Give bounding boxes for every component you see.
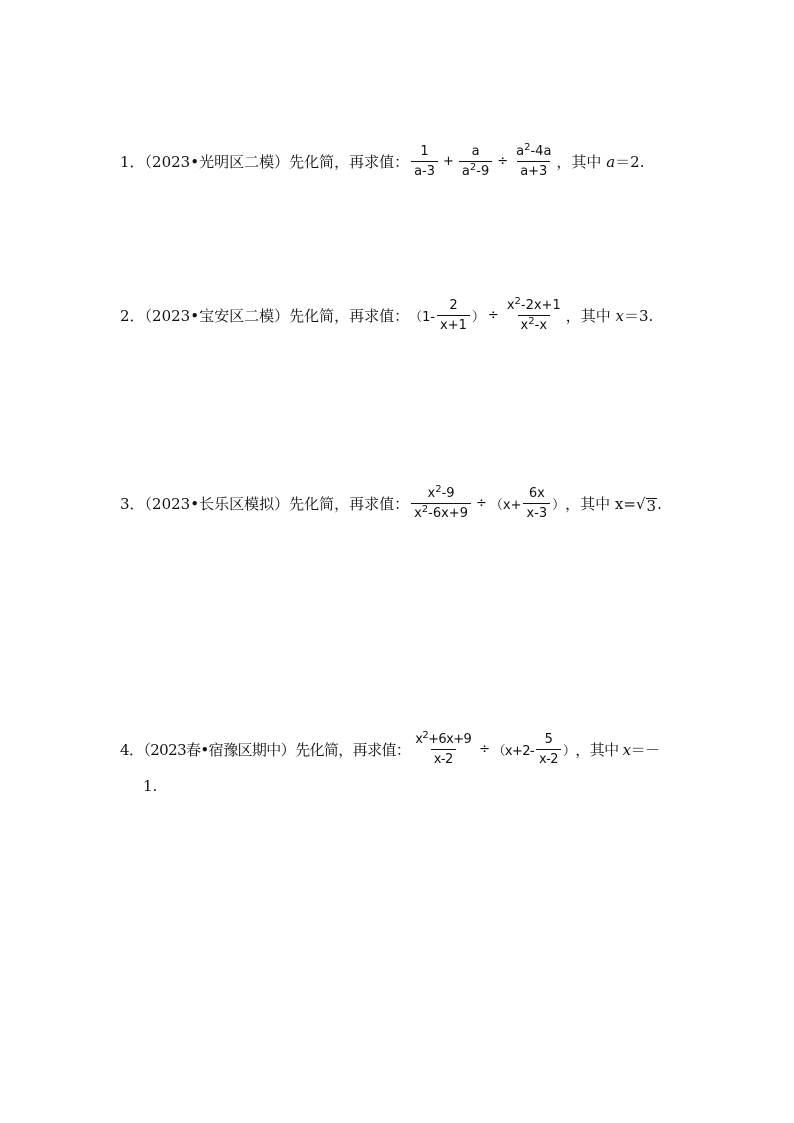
open-paren: （x+2-: [492, 744, 535, 759]
problem-1: [120, 144, 644, 179]
open-paren: （x+: [489, 498, 522, 513]
problem-4-suffix: ，其中 x＝－: [575, 741, 660, 759]
problem-2-prefix: 2．（2023•宝安区二模）先化简，再求值：: [120, 307, 410, 325]
problem-1-suffix: ，其中 a＝2.: [556, 153, 645, 171]
problem-4-prefix: 4．（2023春•宿豫区期中）先化简，再求值：: [120, 741, 411, 759]
close-paren: ）: [471, 310, 485, 325]
plus-sign: +: [443, 154, 454, 169]
close-paren: ）: [562, 744, 576, 759]
problem-2: [120, 298, 653, 333]
problem-2-suffix: ，其中 x＝3.: [565, 307, 654, 325]
fraction: $\frac{2}{x+1}$: [437, 298, 470, 333]
divide-sign: ÷: [497, 154, 509, 169]
fraction: $\frac{6x}{x-3}$: [523, 486, 550, 521]
problem-4-continuation: 1.: [143, 777, 158, 795]
problem-2-expression: [409, 298, 566, 333]
fraction: $\frac{x^2+6x+9}{x-2}$: [415, 730, 472, 767]
problem-3-prefix: 3．（2023•长乐区模拟）先化简，再求值：: [120, 495, 410, 513]
problem-1-prefix: 1．（2023•光明区二模）先化简，再求值：: [120, 153, 410, 171]
fraction: $\frac{x^2-2x+1}{x^2-x}$: [506, 296, 561, 333]
fraction: $\frac{x^2-9}{x^2-6x+9}$: [411, 486, 471, 521]
open-paren: （1-: [409, 310, 436, 325]
divide-sign: ÷: [487, 308, 499, 323]
square-root: √ 3: [635, 495, 657, 515]
problem-3: [120, 486, 662, 521]
fraction: $\frac{a^2-4a}{a+3}$: [516, 142, 552, 179]
problem-4-expression: [410, 732, 575, 767]
fraction: $\frac{5}{x-2}$: [536, 732, 561, 767]
fraction: $\frac{1}{a-3}$: [411, 144, 438, 179]
divide-sign: ÷: [475, 496, 487, 511]
divide-sign: ÷: [479, 742, 490, 757]
problem-3-expression: [409, 486, 565, 521]
problem-3-suffix: ，其中 x= √ 3 .: [565, 495, 662, 515]
problem-1-expression: [409, 144, 556, 179]
problem-4: [120, 732, 659, 767]
close-paren: ）: [552, 498, 566, 513]
fraction: $\frac{a}{a^2-9}$: [459, 144, 492, 179]
